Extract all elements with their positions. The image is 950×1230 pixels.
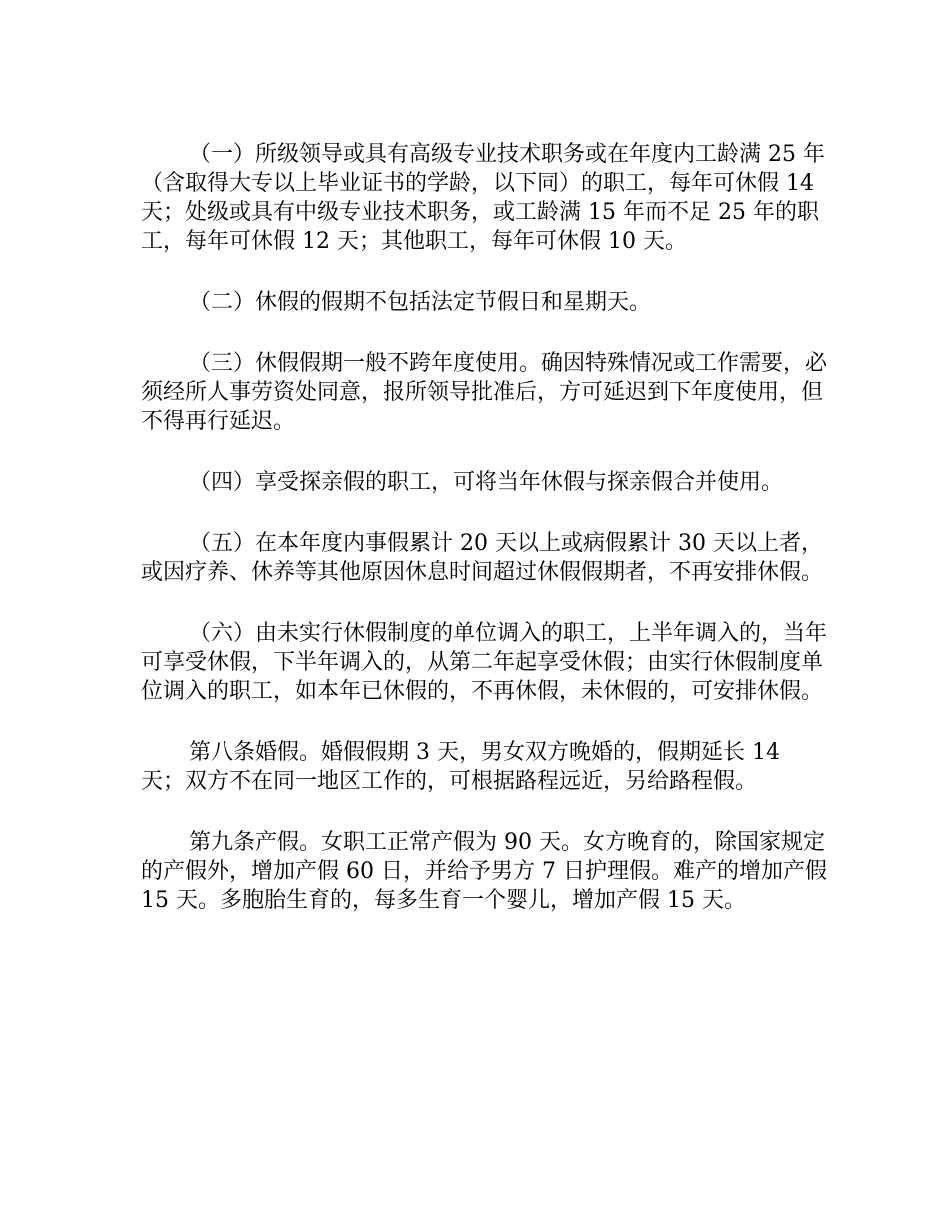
paragraph-transferred-staff: （六）由未实行休假制度的单位调入的职工，上半年调入的，当年可享受休假，下半年调入的，从第二年起享受休假；由实行休假制度单位调入的职工，如本年已休假的，不再休假，未休假的，可安排休假。 (141, 621, 828, 704)
paragraph-leave-excludes-holidays: （二）休假的假期不包括法定节假日和星期天。 (189, 290, 652, 315)
document-body (141, 140, 827, 947)
paragraph-annual-leave-days: （一）所级领导或具有高级专业技术职务或在年度内工龄满 25 年（含取得大专以上毕业证书的学龄，以下同）的职工，每年可休假 14 天；处级或具有中级专业技术职务，或工龄满 15 年而不足 25 年的职工，每年可休假 12 天；其他职工，每年可休假 10 天。 (141, 142, 825, 254)
paragraph-leave-year-usage: （三）休假假期一般不跨年度使用。确因特殊情况或工作需要，必须经所人事劳资处同意，报所领导批准后，方可延迟到下年度使用，但不得再行延迟。 (141, 351, 828, 434)
paragraph-leave-exclusions: （五）在本年度内事假累计 20 天以上或病假累计 30 天以上者，或因疗养、休养等其他原因休息时间超过休假假期者，不再安排休假。 (141, 531, 824, 585)
paragraph-family-visit-leave: （四）享受探亲假的职工，可将当年休假与探亲假合并使用。 (189, 470, 784, 495)
paragraph-article-8-marriage-leave: 第八条婚假。婚假假期 3 天，男女双方晚婚的，假期延长 14 天；双方不在同一地区工作的，可根据路程远近，另给路程假。 (141, 740, 780, 794)
paragraph-article-9-maternity-leave: 第九条产假。女职工正常产假为 90 天。女方晚育的，除国家规定的产假外，增加产假 60 日，并给予男方 7 日护理假。难产的增加产假 15 天。多胞胎生育的，每多生育一个婴儿，增加产假 15 天。 (141, 830, 827, 913)
